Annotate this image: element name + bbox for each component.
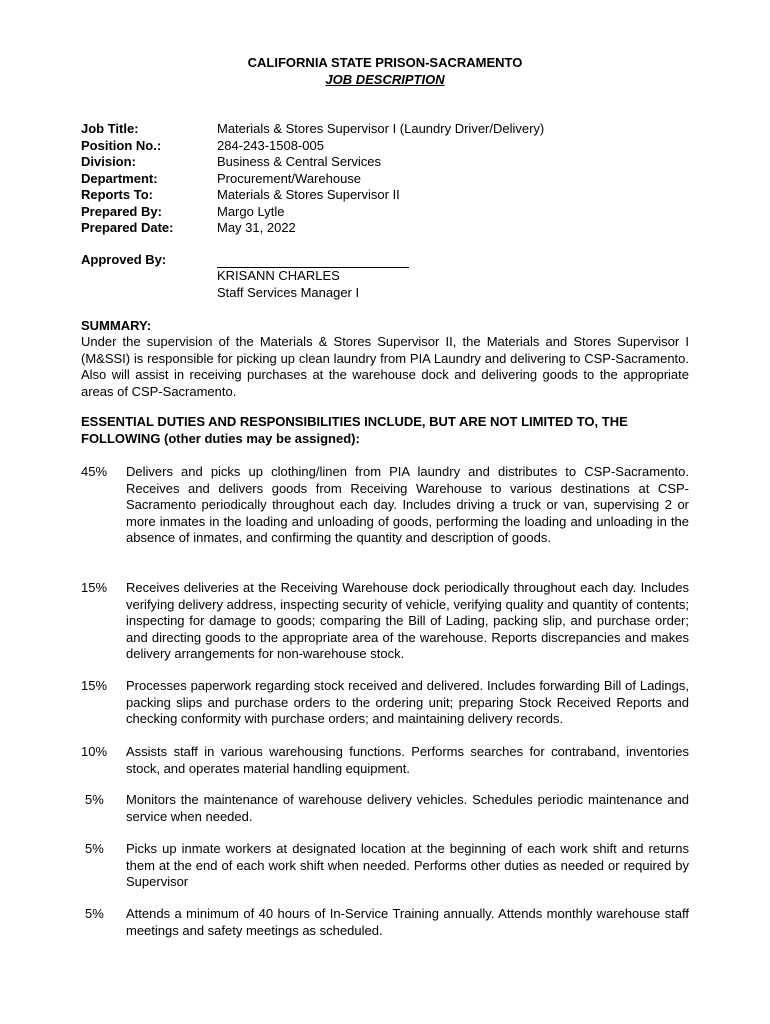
info-row-job-title (81, 121, 544, 138)
duty-text: Picks up inmate workers at designated location at the beginning of each work shift and returns them at the end of each work shift when needed. Performs other duties as needed or required by Supervisor (126, 841, 689, 889)
duty-item (81, 906, 689, 939)
job-info-table (81, 121, 544, 237)
duty-item (81, 678, 689, 728)
duty-item (81, 744, 689, 777)
duty-text: Processes paperwork regarding stock received and delivered. Includes forwarding Bill of Ladings, packing slips and purchase orders to the ordering unit; preparing Stock Received Reports and checking conformity with purchase orders; and maintaining delivery records. (126, 678, 689, 726)
info-label: Department: (81, 170, 158, 186)
info-row-reports-to (81, 187, 544, 204)
document-title: JOB DESCRIPTION (325, 72, 445, 87)
duty-item (81, 580, 689, 663)
info-label: Job Title: (81, 121, 139, 136)
summary-text: Under the supervision of the Materials & Stores Supervisor II, the Materials and Stores Supervisor I (M&SSI) is responsible for picking up clean laundry from PIA Laundry and delivering to CSP-Sacramento. Also will assist in receiving purchases at the warehouse dock and delivering goods to the appropriate areas of CSP-Sacramento. (81, 334, 689, 399)
approver-name: KRISANN CHARLES (217, 268, 340, 283)
duty-text: Delivers and picks up clothing/linen from PIA laundry and distributes to CSP-Sacramento. Receives and delivers goods from Receiving Warehouse to various destinations at CSP-Sacramento periodically throughout each day. Includes driving a truck or van, supervising 2 or more inmates in the loading and unloading of goods, performing the loading and unloading in the absence of inmates, and confirming the quantity and description of goods. (126, 464, 689, 545)
info-row-department (81, 171, 544, 188)
info-value: May 31, 2022 (217, 220, 296, 235)
summary-heading: SUMMARY: (81, 318, 152, 333)
info-value: Business & Central Services (217, 154, 382, 169)
info-row-division (81, 154, 544, 171)
info-label: Prepared Date: (81, 220, 174, 235)
essential-duties-heading: ESSENTIAL DUTIES AND RESPONSIBILITIES INCLUDE, BUT ARE NOT LIMITED TO, THE FOLLOWING (other duties may be assigned): (81, 414, 628, 446)
signature-block (217, 252, 417, 301)
duty-text: Assists staff in various warehousing functions. Performs searches for contraband, inventories stock, and operates material handling equipment. (126, 744, 689, 776)
duty-item (81, 841, 689, 891)
info-value: Margo Lytle (217, 203, 285, 219)
approval-block (81, 252, 360, 300)
info-value: Materials & Stores Supervisor I (Laundry Driver/Delivery) (217, 121, 545, 136)
approval-label: Approved By: (81, 252, 167, 267)
duty-percent: 45% (81, 464, 108, 479)
approver-title: Staff Services Manager I (217, 284, 360, 300)
duty-text: Attends a minimum of 40 hours of In-Service Training annually. Attends monthly warehouse staff meetings and safety meetings as scheduled. (126, 906, 689, 938)
duty-item (81, 792, 689, 825)
info-label: Position No.: (81, 137, 162, 153)
info-value: 284-243-1508-005 (217, 137, 324, 153)
signature-line (217, 252, 409, 268)
duty-percent: 10% (81, 744, 108, 759)
duty-percent: 5% (85, 906, 104, 921)
info-row-prepared-date (81, 220, 544, 237)
info-label: Prepared By: (81, 203, 162, 219)
organization-title: CALIFORNIA STATE PRISON-SACRAMENTO (247, 55, 523, 70)
duty-percent: 5% (85, 841, 104, 856)
duty-text: Receives deliveries at the Receiving Warehouse dock periodically throughout each day. Includes verifying delivery address, inspecting security of vehicle, verifying quality and quantity of contents; inspecting for damage to goods; comparing the Bill of Lading, packing slip, and purchase order; and directing goods to the appropriate area of the warehouse. Reports discrepancies and makes delivery arrangements for non-warehouse stock. (126, 580, 689, 661)
duty-percent: 15% (81, 580, 108, 595)
duty-text: Monitors the maintenance of warehouse delivery vehicles. Schedules periodic maintenance and service when needed. (126, 792, 689, 824)
info-row-position-no (81, 138, 544, 155)
duty-percent: 5% (85, 792, 104, 807)
duty-percent: 15% (81, 678, 108, 693)
info-label: Division: (81, 154, 136, 169)
duty-item (81, 464, 689, 547)
info-value: Procurement/Warehouse (217, 170, 362, 186)
info-value: Materials & Stores Supervisor II (217, 187, 400, 202)
info-label: Reports To: (81, 187, 153, 202)
info-row-prepared-by (81, 204, 544, 221)
